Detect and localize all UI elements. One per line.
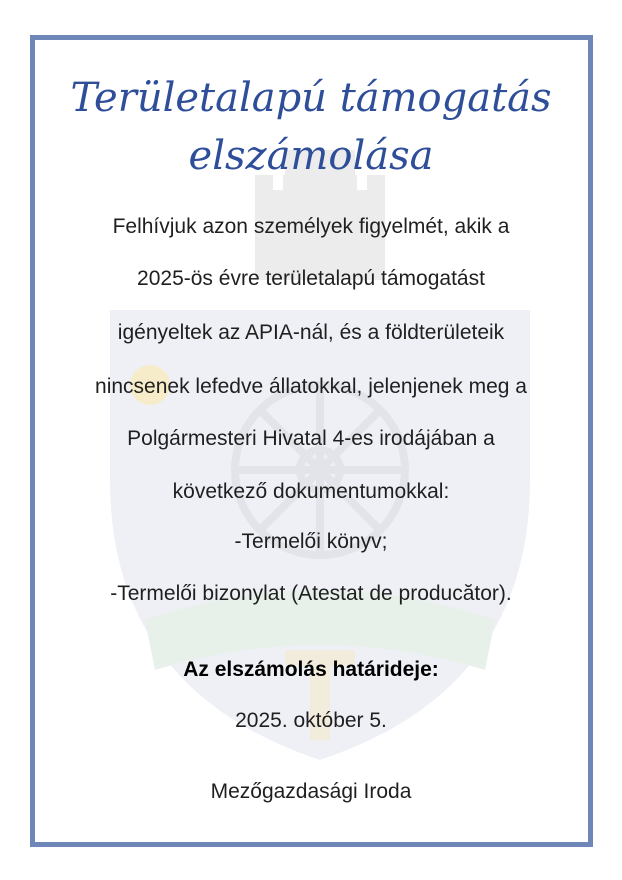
deadline-label: Az elszámolás határideje: [183, 658, 439, 681]
page-title-line-1: Területalapú támogatás [70, 75, 552, 121]
office-signature: Mezőgazdasági Iroda [210, 780, 412, 803]
deadline-date: 2025. október 5. [235, 709, 387, 732]
body-line-2: 2025-ös évre területalapú támogatást [137, 267, 485, 290]
body-line-6: következő dokumentumokkal: [172, 480, 450, 503]
body-line-3: igényeltek az APIA-nál, és a földterületeik [117, 321, 505, 344]
document-item-2: -Termelői bizonylat (Atestat de producător). [110, 582, 512, 605]
body-line-4: nincsenek lefedve állatokkal, jelenjenek meg a [95, 375, 527, 398]
page-title-line-2: elszámolása [188, 133, 434, 179]
body-line-1: Felhívjuk azon személyek figyelmét, akik a [112, 215, 510, 238]
body-line-5: Polgármesteri Hivatal 4-es irodájában a [127, 427, 495, 450]
document-item-1: -Termelői könyv; [234, 530, 388, 553]
